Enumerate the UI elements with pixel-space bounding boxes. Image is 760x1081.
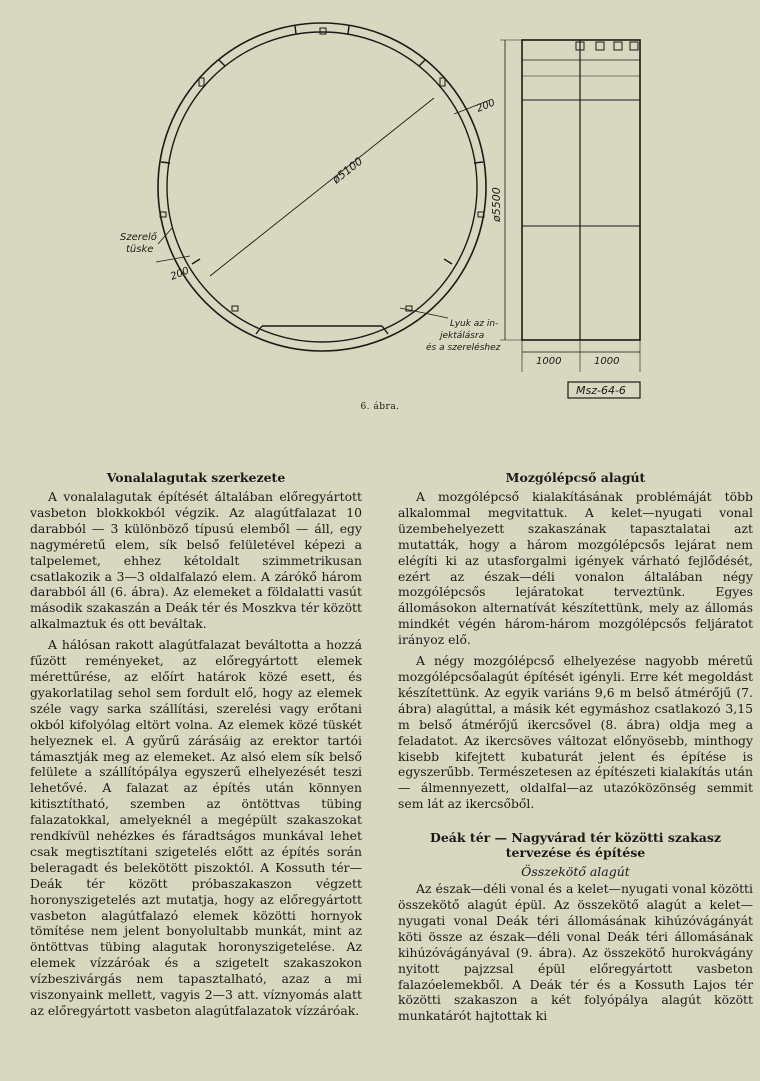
side-view-outline	[522, 40, 640, 340]
pin-label-line2: tüske	[126, 244, 154, 255]
pin-label-line1: Szerelő	[120, 232, 157, 243]
section-title-escalator: Mozgólépcső alagút	[505, 470, 646, 485]
segment-joints	[161, 26, 483, 334]
paragraph: A mozgólépcső kialakításának problémáját több alkalommal megvitattuk. A kelet—nyugati vonal üzembehelyezett szakaszának tapasztalatai azt mutatták, hogy a három mozgólépcsős lejárat nem elégíti ki az utasforgalmi igények várható fejlődését, ezért az észak—déli vonalon általában négy mozgólépcsős lejáratokat terveztünk. Egyes állomásokon alternatívát készítettünk, mely az állomás mindkét végén három-három mozgólépcsős feljáratot irányoz elő.	[398, 489, 753, 648]
figure-6	[0, 0, 760, 440]
pin-markers	[160, 28, 484, 311]
paragraph: A négy mozgólépcső elhelyezése nagyobb méretű mozgólépcsőalagút építését igényli. Erre két megoldást készítettünk. Az egyik variáns 9,6 m belső átmérőjű (7. ábra) alagúttal, a másik két egymáshoz csatlakozó 3,15 m belső átmérőjű ikercsővel (8. ábra) oldja meg a feladatot. Az ikercsöves változat előnyösebb, minthogy kisebb kifejtett kubaturát jelent és építése is egyszerűbb. Természetesen az építészeti kialakítás után — álmennyezett, oldalfal—az utazóközönség semmit sem lát az ikercsőből.	[398, 653, 753, 812]
figure-caption: 6. ábra.	[360, 402, 400, 412]
pin-leader	[158, 228, 172, 244]
tunnel-ring-drawing	[0, 0, 760, 440]
paragraph: A hálósan rakott alagútfalazat beváltotta a hozzá fűzött reményeket, az előregyártott elemek mérettűrése, az előírt határok közé esett, és gyakorlatilag sehol sem fordult elő, hogy az elemek széle vagy sarka szállítási, szerelési vagy erőtani okból kifolyólag eltört volna. Az elemek közé tüskét helyeznek el. A gyűrű zárásáig az erektor tartói támasztják meg az elemeket. Az alsó elem sík belső felülete a szállítópálya egyszerű elhelyezését teszi lehetővé. A falazat az építés után könnyen kitisztítható, szemben az öntöttvas tübing falazatokkal, amelyeknél a megépült szakaszokat rendkívül nehézkes és fáradtságos munkával lehet csak megtisztítani szigetelés előtt az építés során beleragadt és belekötött piszoktól. A Kossuth tér—Deák tér között próbaszakaszon végzett horonyszigetelés azt mutatja, hogy az előregyártott vasbeton alagútfalazó elemek közötti hornyok tömítése nem jelent bonyolultabb munkát, mint az öntöttvas tübing alagutak horonyszigetelése. Az elemek vízzáróak és a szigetelt szakaszokon vízbeszivárgás nem tapasztalható, azaz a mi viszonyaink mellett, vagyis 2—3 att. víznyomás alatt az előregyártott vasbeton alagútfalazatok vízzáróak.	[30, 637, 362, 1018]
drawing-code: Msz-64-6	[576, 384, 626, 397]
diameter-label: ø5100	[329, 154, 366, 187]
width-label-left: 1000	[536, 356, 562, 367]
diameter-dimension-line	[210, 98, 434, 276]
hole-label-line1: Lyuk az in-	[450, 319, 499, 329]
right-column	[398, 470, 753, 1024]
thickness-label-bottom: 200	[169, 265, 191, 283]
paragraph: A vonalalagutak építését általában előregyártott vasbeton blokkokból végzik. Az alagútfalazat 10 darabból — 3 különböző típusú elemből — áll, egy nagyméretű elem, sík belső felületével képezi a talpelemet, ehhez kétoldalt szimmetrikusan csatlakozik a 3—3 oldalfalazó elem. A zárókő három darabból áll (6. ábra). Az elemeket a földalatti vasút második szakaszán a Deák tér és Moszkva tér között alkalmaztuk és ott beváltak.	[30, 489, 362, 632]
thickness-label-top: 200	[475, 97, 497, 115]
left-column	[30, 470, 362, 1019]
width-label-right: 1000	[594, 356, 620, 367]
hole-label-line2: jektálásra	[440, 331, 485, 341]
subsection-title: Összekötő alagút	[521, 864, 630, 880]
height-label: ø5500	[490, 187, 503, 222]
hole-label-line3: és a szereléshez	[426, 343, 501, 353]
section-title-lines: Vonalalagutak szerkezete	[106, 470, 286, 485]
paragraph: Az észak—déli vonal és a kelet—nyugati vonal közötti összekötő alagút épül. Az összekötő alagút a kelet—nyugati vonal Deák téri állomásának kihúzóvágányát köti össze az észak—déli vonal Deák téri állomásának kihúzóvágányával (9. ábra). Az összekötő hurokvágány nyitott pajzzsal épül előregyártott vasbeton falazóelemekből. A Deák tér és a Kossuth Lajos tér közötti szakaszon a két folyópálya alagút között munkatárót hajtottak ki	[398, 881, 753, 1024]
section-title-deak-line2: tervezése és építése	[505, 845, 646, 861]
section-title-deak-line1: Deák tér — Nagyvárad tér közötti szakasz	[430, 830, 721, 846]
